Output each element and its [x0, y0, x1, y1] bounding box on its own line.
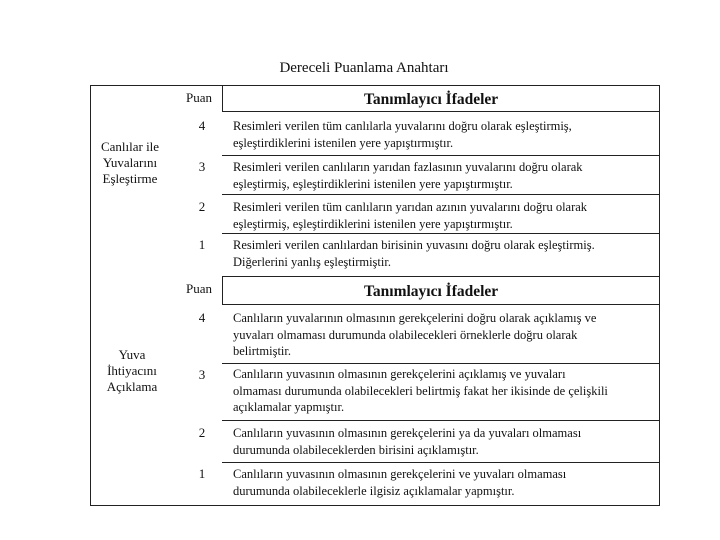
- header-1-divider: [222, 85, 223, 112]
- score-value: 4: [198, 310, 206, 325]
- description-cell: Resimleri verilen tüm canlılarla yuvalarını doğru olarak eşleştirmiş, eşleştirdiklerini istenilen yere yapıştırmıştır.: [233, 119, 572, 150]
- header-1-bottom: [222, 111, 660, 112]
- header-2-divider: [222, 276, 223, 305]
- criterion-label: Yuva İhtiyacını Açıklama: [106, 347, 158, 394]
- row-separator: [222, 233, 660, 234]
- score-value: 3: [198, 367, 206, 382]
- score-value: 3: [198, 159, 206, 174]
- score-value: 2: [198, 199, 206, 214]
- criterion-label: Canlılar ile Yuvalarını Eşleştirme: [100, 139, 160, 186]
- row-separator: [222, 462, 660, 463]
- score-value: 2: [198, 425, 206, 440]
- table-border-right: [659, 85, 660, 506]
- table-border-top: [90, 85, 660, 86]
- description-cell: Canlıların yuvalarının olmasının gerekçelerini doğru olarak açıklamış ve yuvaları olmaması durumunda olabilecekleri örneklerle doğru olarak belirtmiştir.: [233, 311, 597, 358]
- description-cell: Canlıların yuvasının olmasının gerekçelerini ya da yuvaları olmaması durumunda olabileceklerden birisini açıklamıştır.: [233, 426, 582, 457]
- description-cell: Canlıların yuvasının olmasının gerekçelerini açıklamış ve yuvaları olmaması durumunda olabilecekleri belirtmiş fakat her ikisinde de çelişkili açıklamalar yapmıştır.: [233, 367, 608, 414]
- score-value: 4: [198, 118, 206, 133]
- row-separator: [222, 194, 660, 195]
- header-2-top: [222, 276, 660, 277]
- table-border-bottom: [90, 505, 660, 506]
- row-separator: [222, 363, 660, 364]
- header-2-bottom: [222, 304, 660, 305]
- column-header-description: Tanımlayıcı İfadeler: [364, 283, 499, 300]
- page-title: Dereceli Puanlama Anahtarı: [279, 60, 449, 76]
- column-header-score: Puan: [186, 90, 212, 105]
- score-value: 1: [198, 237, 206, 252]
- row-separator: [222, 420, 660, 421]
- score-value: 1: [198, 466, 206, 481]
- description-cell: Resimleri verilen tüm canlıların yarıdan azının yuvalarını doğru olarak eşleştirmiş, eşleştirdiklerini istenilen yere yapıştırmıştır.: [233, 200, 588, 231]
- description-cell: Canlıların yuvasının olmasının gerekçelerini ve yuvaları olmaması durumunda olabileceklerle ilgisiz açıklamalar yapmıştır.: [233, 467, 567, 498]
- column-header-description: Tanımlayıcı İfadeler: [364, 91, 499, 108]
- column-header-score: Puan: [186, 281, 212, 296]
- description-cell: Resimleri verilen canlılardan birisinin yuvasını doğru olarak eşleştirmiş. Diğerlerini yanlış eşleştirmiştir.: [233, 238, 595, 269]
- description-cell: Resimleri verilen canlıların yarıdan fazlasının yuvalarını doğru olarak eşleştirmiş, eşleştirdiklerini istenilen yere yapıştırmıştır.: [233, 160, 583, 191]
- row-separator: [222, 155, 660, 156]
